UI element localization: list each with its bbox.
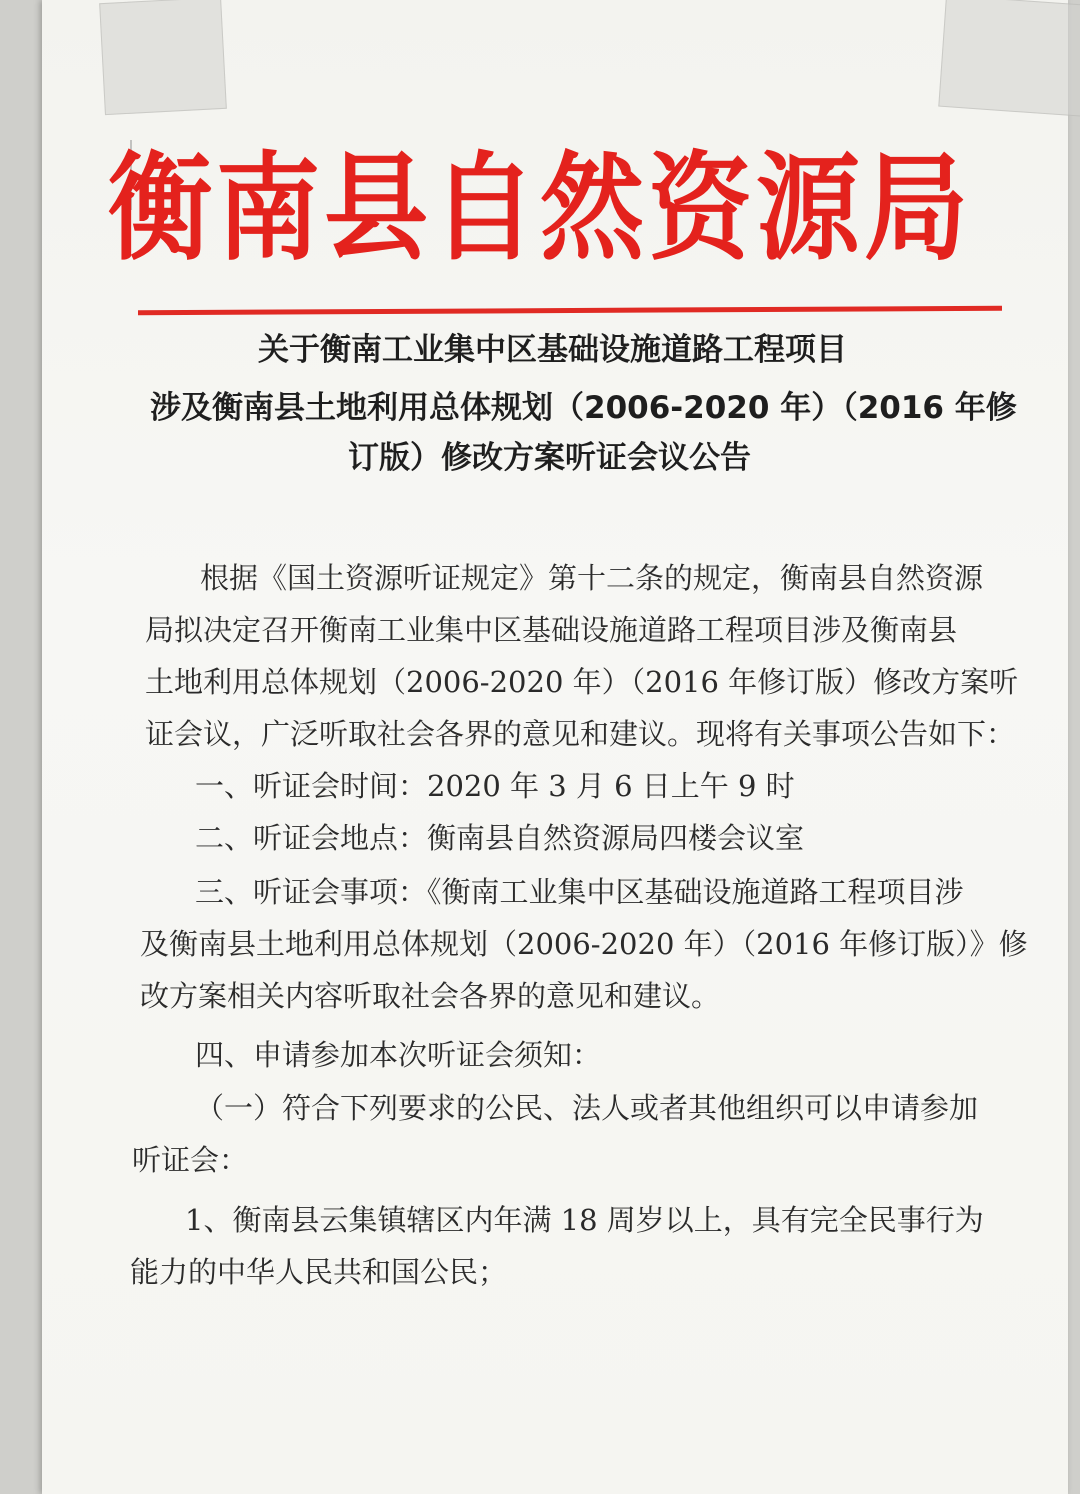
- sub-item-1-line-2: 听证会：: [132, 1143, 249, 1177]
- item-application-notice: 四、申请参加本次听证会须知：: [195, 1038, 602, 1072]
- document-title-line-2: 涉及衡南县土地利用总体规划（2006-2020 年）（2016 年修: [150, 390, 1017, 426]
- tape-strip-left: [99, 0, 227, 115]
- item-hearing-location: 二、听证会地点：衡南县自然资源局四楼会议室: [195, 821, 805, 855]
- letterhead-agency-name: 衡南县自然资源局: [107, 138, 972, 277]
- paragraph-1-line-4: 证会议，广泛听取社会各界的意见和建议。现将有关事项公告如下：: [145, 717, 1016, 751]
- document-title-line-1: 关于衡南工业集中区基础设施道路工程项目: [258, 332, 847, 368]
- condition-1-line-1: 1、衡南县云集镇辖区内年满 18 周岁以上，具有完全民事行为: [185, 1203, 984, 1237]
- sub-item-1-line-1: （一）符合下列要求的公民、法人或者其他组织可以申请参加: [195, 1091, 979, 1125]
- document-title-line-3: 订版）修改方案听证会议公告: [348, 440, 751, 476]
- item-hearing-matters-line-1: 三、听证会事项：《衡南工业集中区基础设施道路工程项目涉: [195, 875, 964, 909]
- item-hearing-time: 一、听证会时间：2020 年 3 月 6 日上午 9 时: [195, 769, 795, 803]
- paragraph-1-line-3: 土地利用总体规划（2006-2020 年）（2016 年修订版）修改方案听: [145, 665, 1019, 699]
- paragraph-1-line-2: 局拟决定召开衡南工业集中区基础设施道路工程项目涉及衡南县: [145, 613, 958, 647]
- item-hearing-matters-line-3: 改方案相关内容听取社会各界的意见和建议。: [140, 979, 721, 1013]
- condition-1-line-2: 能力的中华人民共和国公民；: [130, 1255, 508, 1289]
- tape-strip-right: [938, 0, 1080, 117]
- item-hearing-matters-line-2: 及衡南县土地利用总体规划（2006-2020 年）（2016 年修订版）》修: [140, 927, 1028, 961]
- paragraph-1-line-1: 根据《国土资源听证规定》第十二条的规定，衡南县自然资源: [200, 561, 984, 595]
